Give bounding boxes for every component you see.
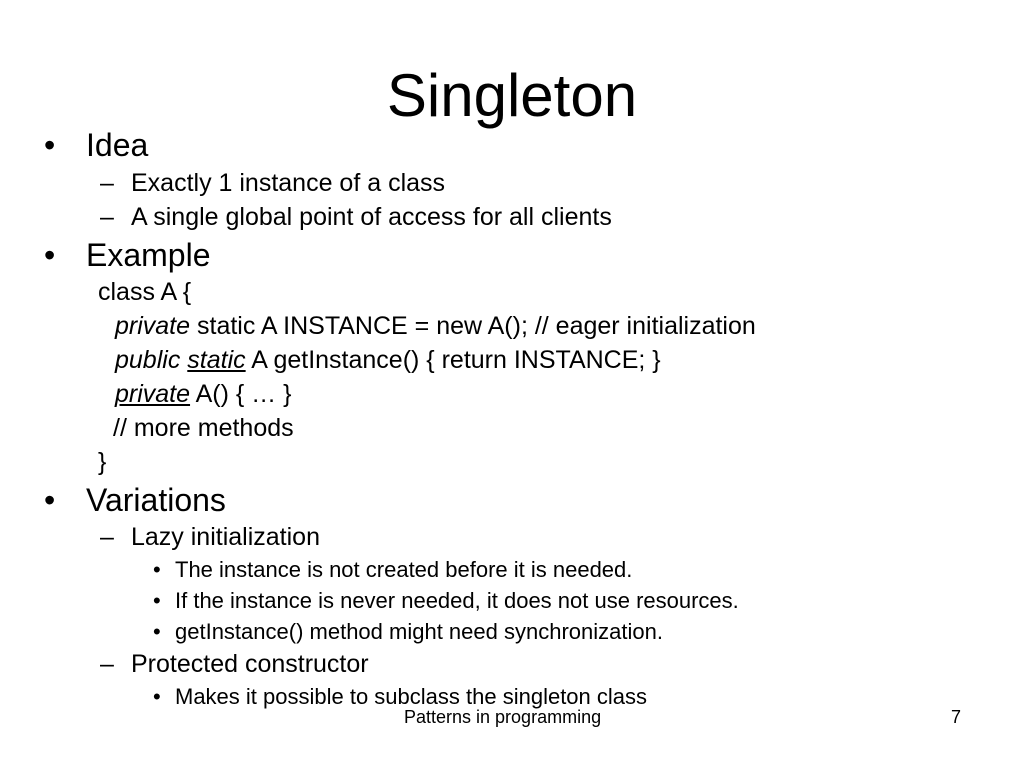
- code-line-3: [115, 345, 661, 375]
- idea-item-2: A single global point of access for all clients: [131, 203, 612, 231]
- bullet-icon: •: [44, 127, 56, 163]
- dash-icon: –: [100, 523, 114, 551]
- section-heading-variations: Variations: [86, 482, 226, 518]
- code-line-2: [115, 311, 756, 341]
- code-line-5: // more methods: [113, 414, 294, 442]
- section-heading-idea: Idea: [86, 127, 149, 163]
- bullet-icon: •: [153, 684, 161, 709]
- code-keyword-private: private: [115, 312, 191, 340]
- code-line-1: class A {: [98, 278, 192, 306]
- lazy-item-2: If the instance is never needed, it does not use resources.: [175, 588, 739, 613]
- dash-icon: –: [100, 650, 114, 678]
- footer-text: Patterns in programming: [404, 707, 602, 727]
- dash-icon: –: [100, 169, 114, 197]
- code-keyword-static: static: [187, 346, 246, 374]
- lazy-item-3: getInstance() method might need synchronization.: [175, 619, 663, 644]
- code-keyword-public: public: [115, 346, 181, 374]
- bullet-icon: •: [153, 588, 161, 613]
- page-number: 7: [951, 707, 962, 727]
- code-line-4: [115, 379, 291, 409]
- variation-lazy-initialization: Lazy initialization: [131, 523, 320, 551]
- idea-item-1: Exactly 1 instance of a class: [131, 169, 446, 197]
- bullet-icon: •: [153, 557, 161, 582]
- dash-icon: –: [100, 203, 114, 231]
- code-line-4-text: A() { … }: [190, 380, 292, 408]
- code-line-2-text: static A INSTANCE = new A(); // eager initialization: [190, 312, 756, 340]
- bullet-icon: •: [44, 482, 56, 518]
- bullet-icon: •: [44, 237, 56, 273]
- bullet-icon: •: [153, 619, 161, 644]
- code-line-6: }: [98, 448, 107, 476]
- variation-protected-constructor: Protected constructor: [131, 650, 369, 678]
- lazy-item-1: The instance is not created before it is needed.: [175, 557, 633, 582]
- code-line-3-text: A getInstance() { return INSTANCE; }: [245, 346, 661, 374]
- protected-item-1: Makes it possible to subclass the singleton class: [175, 684, 648, 709]
- code-keyword-private-underlined: private: [115, 380, 191, 408]
- section-heading-example: Example: [86, 237, 211, 273]
- slide-title: Singleton: [386, 62, 638, 129]
